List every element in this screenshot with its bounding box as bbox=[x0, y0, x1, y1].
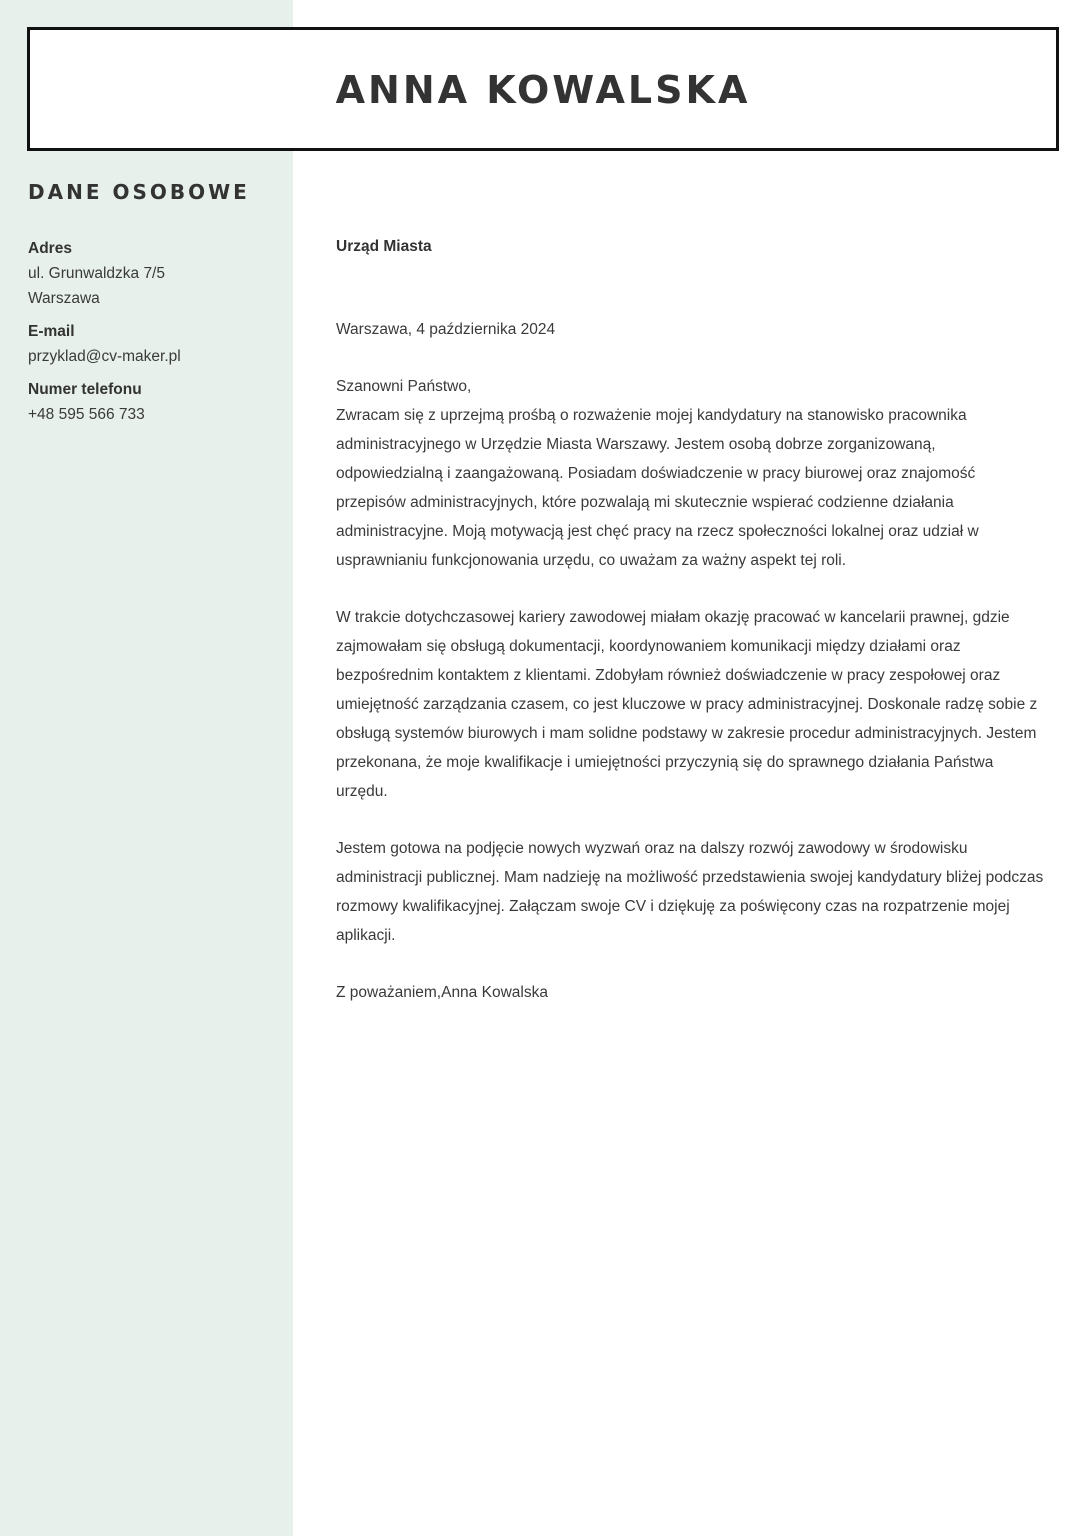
address-label: Adres bbox=[28, 240, 72, 257]
letter-recipient: Urząd Miasta bbox=[336, 238, 432, 255]
email-value: przyklad@cv-maker.pl bbox=[28, 348, 181, 365]
address-block bbox=[28, 237, 278, 311]
phone-label: Numer telefonu bbox=[28, 381, 142, 398]
letter-paragraph-1: Zwracam się z uprzejmą prośbą o rozważenie mojej kandydatury na stanowisko pracownika administracyjnego w Urzędzie Miasta Warszawy. Jestem osobą dobrze zorganizowaną, odpowiedzialną i zaangażowaną. Posiadam doświadczenie w pracy biurowej oraz znajomość przepisów administracyjnych, które pozwalają mi skutecznie wspierać codzienne działania administracyjne. Moją motywacją jest chęć pracy na rzecz społeczności lokalnej oraz udział w usprawnianiu funkcjonowania urzędu, co uważam za ważny aspekt tej roli. bbox=[336, 407, 979, 569]
letter-salutation: Szanowni Państwo, bbox=[336, 378, 472, 395]
personal-details-section bbox=[28, 180, 278, 436]
name-header-box bbox=[27, 27, 1059, 151]
phone-value: +48 595 566 733 bbox=[28, 406, 145, 423]
email-block bbox=[28, 320, 278, 369]
letter-date: Warszawa, 4 października 2024 bbox=[336, 321, 556, 338]
letter-paragraph-2: W trakcie dotychczasowej kariery zawodowej miałam okazję pracować w kancelarii prawnej, gdzie zajmowałam się obsługą dokumentacji, koordynowaniem komunikacji między działami oraz bezpośrednim kontaktem z klientami. Zdobyłam również doświadczenie w pracy zespołowej oraz umiejętność zarządzania czasem, co jest kluczowe w pracy administracyjnej. Doskonale radzę sobie z obsługą systemów biurowych i mam solidne podstawy w zakresie procedur administracyjnych. Jestem przekonana, że moje kwalifikacje i umiejętności przyczynią się do sprawnego działania Państwa urzędu. bbox=[336, 609, 1038, 800]
letter-paragraph-3: Jestem gotowa na podjęcie nowych wyzwań oraz na dalszy rozwój zawodowy w środowisku administracji publicznej. Mam nadzieję na możliwość przedstawienia swojej kandydatury bliżej podczas rozmowy kwalifikacyjnej. Załączam swoje CV i dziękuję za poświęcony czas na rozpatrzenie mojej aplikacji. bbox=[336, 840, 1044, 944]
phone-block bbox=[28, 378, 278, 427]
address-line-2: Warszawa bbox=[28, 290, 100, 307]
applicant-name: ANNA KOWALSKA bbox=[335, 68, 751, 112]
letter-body bbox=[336, 233, 1046, 1007]
email-label: E-mail bbox=[28, 323, 75, 340]
letter-closing: Z poważaniem,Anna Kowalska bbox=[336, 984, 548, 1001]
address-line-1: ul. Grunwaldzka 7/5 bbox=[28, 265, 165, 282]
personal-details-title: DANE OSOBOWE bbox=[28, 180, 250, 204]
